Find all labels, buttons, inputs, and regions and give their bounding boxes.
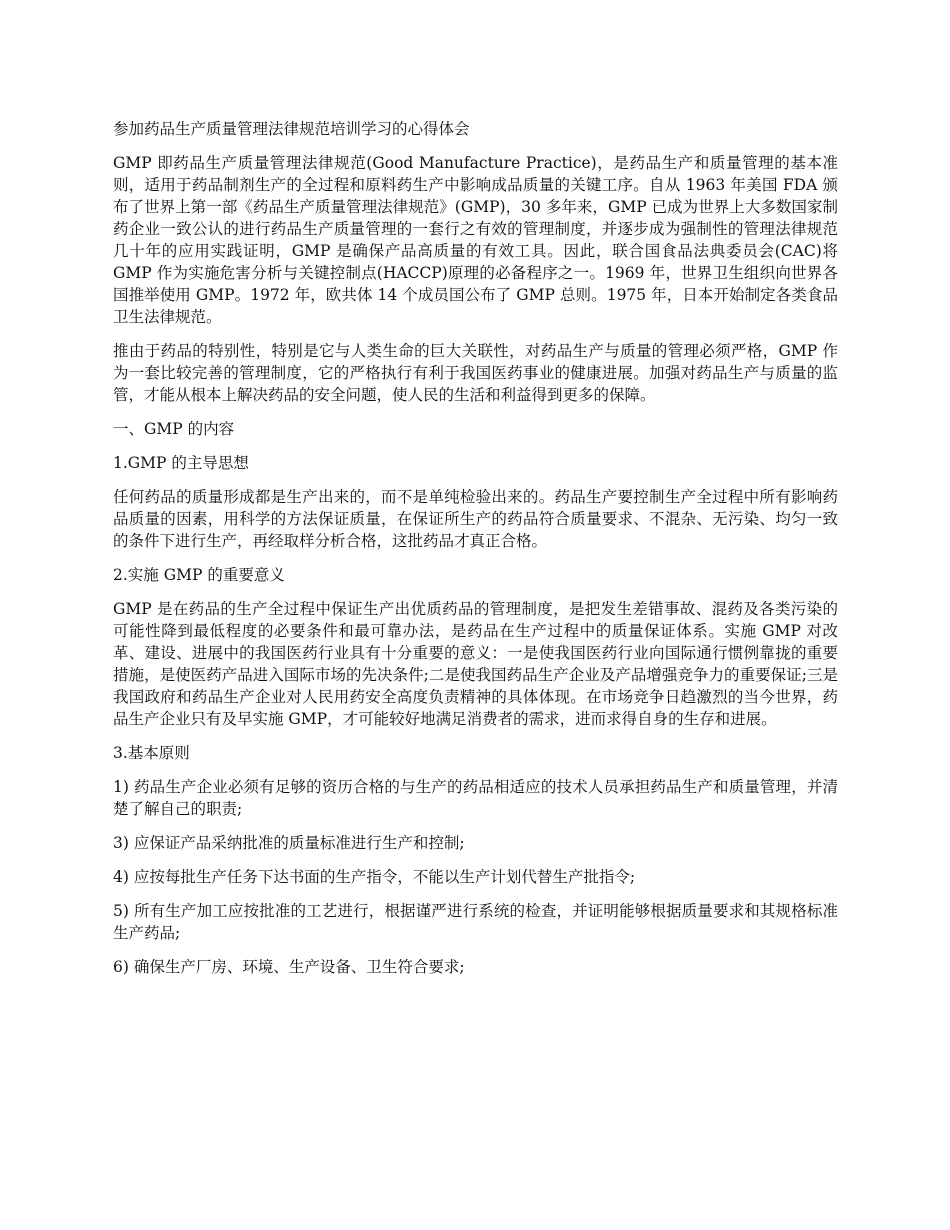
list-item-principle-3: 3) 应保证产品采纳批准的质量标准进行生产和控制; bbox=[113, 834, 465, 852]
section-heading-gmp-content: 一、GMP 的内容 bbox=[113, 420, 235, 438]
list-item-principle-6: 6) 确保生产厂房、环境、生产设备、卫生符合要求; bbox=[113, 958, 465, 976]
subheading-basic-principles: 3.基本原则 bbox=[113, 744, 190, 762]
paragraph-guiding-idea: 任何药品的质量形成都是生产出来的，而不是单纯检验出来的。药品生产要控制生产全过程中所有影响药品质量的因素，用科学的方法保证质量，在保证所生产的药品符合质量要求、不混杂、无污染、均匀一致的条件下进行生产，再经取样分析合格，这批药品才真正合格。 bbox=[113, 488, 838, 550]
list-item-principle-1: 1) 药品生产企业必须有足够的资历合格的与生产的药品相适应的技术人员承担药品生产和质量管理，并清楚了解自己的职责; bbox=[113, 778, 838, 818]
paragraph-importance: GMP 是在药品的生产全过程中保证生产出优质药品的管理制度，是把发生差错事故、混药及各类污染的可能性降到最低程度的必要条件和最可靠办法，是药品在生产过程中的质量保证体系。实施 GMP 对改革、建设、进展中的我国医药行业具有十分重要的意义：一是使我国医药行业向国际通行惯例靠拢的重要措施，是使医药产品进入国际市场的先决条件;二是使我国药品生产企业及产品增强竞争力的重要保证;三是我国政府和药品生产企业对人民用药安全高度负责精神的具体体现。在市场竞争日趋激烈的当今世界，药品生产企业只有及早实施 GMP，才可能较好地满足消费者的需求，进而求得自身的生存和进展。 bbox=[113, 600, 838, 728]
paragraph-gmp-significance-intro: 推由于药品的特别性，特别是它与人类生命的巨大关联性，对药品生产与质量的管理必须严格，GMP 作为一套比较完善的管理制度，它的严格执行有利于我国医药事业的健康进展。加强对药品生产与质量的监管，才能从根本上解决药品的安全问题，使人民的生活和利益得到更多的保障。 bbox=[113, 342, 838, 404]
paragraph-gmp-definition: GMP 即药品生产质量管理法律规范(Good Manufacture Practice)，是药品生产和质量管理的基本准则，适用于药品制剂生产的全过程和原料药生产中影响成品质量的关键工序。自从 1963 年美国 FDA 颁布了世界上第一部《药品生产质量管理法律规范》(GMP)，30 多年来，GMP 已成为世界上大多数国家制药企业一致公认的进行药品生产质量管理的一套行之有效的管理制度，并逐步成为强制性的管理法律规范几十年的应用实践证明，GMP 是确保产品高质量的有效工具。因此，联合国食品法典委员会(CAC)将 GMP 作为实施危害分析与关键控制点(HACCP)原理的必备程序之一。1969 年，世界卫生组织向世界各国推举使用 GMP。1972 年，欧共体 14 个成员国公布了 GMP 总则。1975 年，日本开始制定各类食品卫生法律规范。 bbox=[113, 154, 838, 326]
subheading-guiding-idea: 1.GMP 的主导思想 bbox=[113, 454, 249, 472]
document-title: 参加药品生产质量管理法律规范培训学习的心得体会 bbox=[113, 120, 470, 138]
subheading-importance: 2.实施 GMP 的重要意义 bbox=[113, 566, 285, 584]
list-item-principle-4: 4) 应按每批生产任务下达书面的生产指令，不能以生产计划代替生产批指令; bbox=[113, 868, 636, 886]
list-item-principle-5: 5) 所有生产加工应按批准的工艺进行，根据谨严进行系统的检查，并证明能够根据质量要求和其规格标准生产药品; bbox=[113, 902, 838, 942]
document-body bbox=[113, 118, 838, 978]
